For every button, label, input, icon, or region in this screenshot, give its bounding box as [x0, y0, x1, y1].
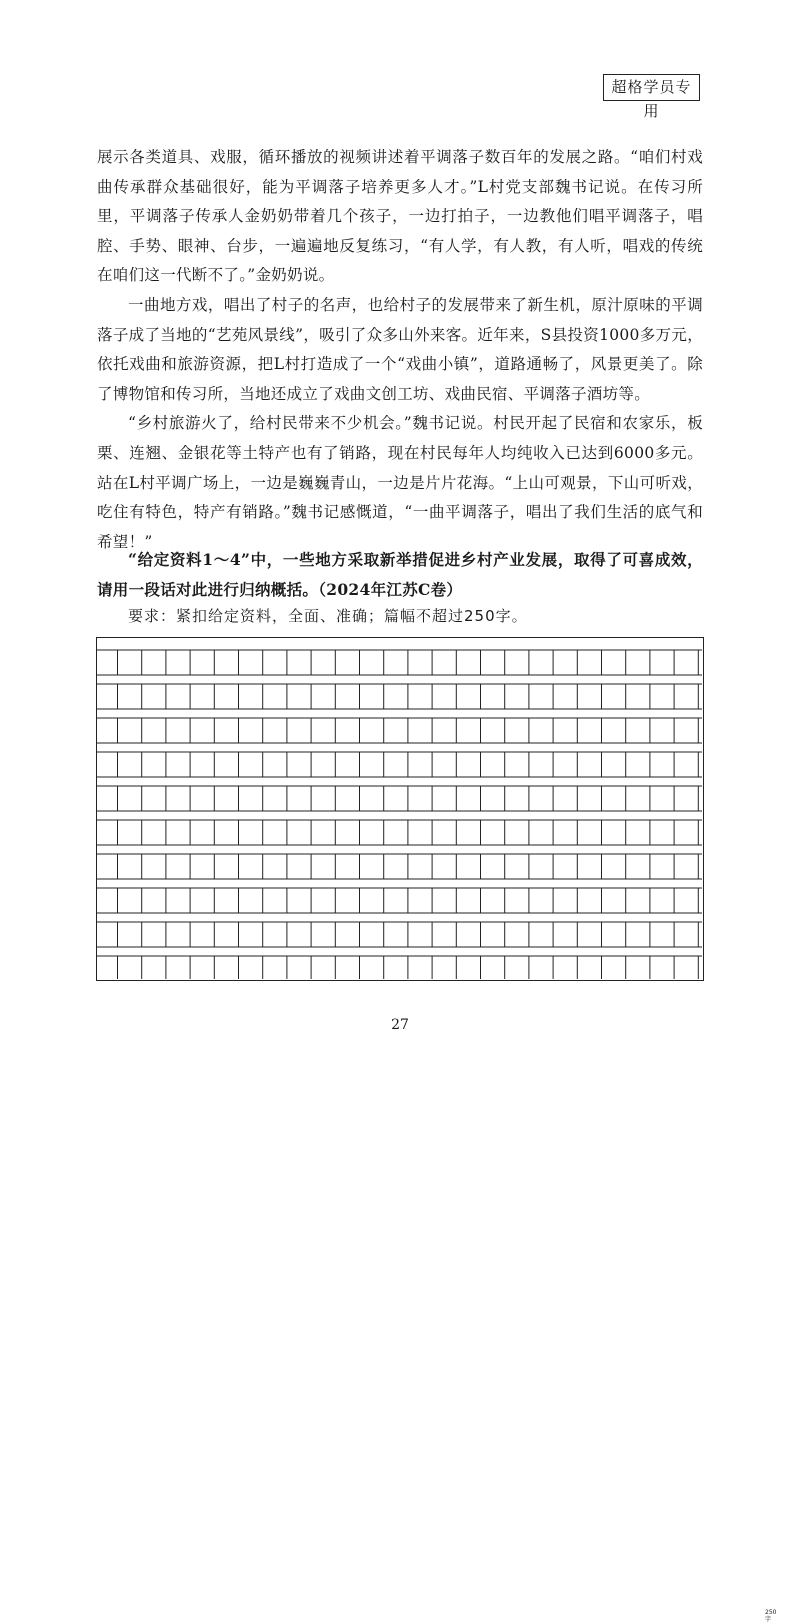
answer-grid-lines [97, 638, 702, 979]
paragraph-1: 展示各类道具、戏服，循环播放的视频讲述着平调落子数百年的发展之路。“咱们村戏曲传承群众基础很好，能为平调落子培养更多人才。”L村党支部魏书记说。在传习所里，平调落子传承人金奶奶带着几个孩子，一边打拍子，一边教他们唱平调落子，唱腔、手势、眼神、台步，一遍遍地反复练习，“有人学，有人教，有人听，唱戏的传统在咱们这一代断不了。”金奶奶说。 [97, 148, 703, 285]
answer-requirement: 要求：紧扣给定资料，全面、准确；篇幅不超过250字。 [128, 607, 528, 625]
question-prompt: “给定资料1～4”中，一些地方采取新举措促进乡村产业发展，取得了可喜成效，请用一段话对此进行归纳概括。（2024年江苏C卷） [97, 550, 703, 599]
grid-count-label: 250字 [765, 1609, 777, 1623]
paragraph-3: “乡村旅游火了，给村民带来不少机会。”魏书记说。村民开起了民宿和农家乐，板栗、连翘、金银花等土特产也有了销路，现在村民每年人均纯收入已达到6000多元。站在L村平调广场上，一边是巍巍青山，一边是片片花海。“上山可观景，下山可听戏，吃住有特色，特产有销路。”魏书记感慨道，“一曲平调落子，唱出了我们生活的底气和希望！” [97, 414, 703, 551]
student-only-badge: 超格学员专用 [603, 74, 700, 101]
paragraph-2: 一曲地方戏，唱出了村子的名声，也给村子的发展带来了新生机，原汁原味的平调落子成了当地的“艺苑风景线”，吸引了众多山外来客。近年来，S县投资1000多万元，依托戏曲和旅游资源，把L村打造成了一个“戏曲小镇”，道路通畅了，风景更美了。除了博物馆和传习所，当地还成立了戏曲文创工坊、戏曲民宿、平调落子酒坊等。 [97, 295, 703, 403]
material-text [97, 143, 703, 557]
page-number: 27 [391, 1017, 409, 1033]
